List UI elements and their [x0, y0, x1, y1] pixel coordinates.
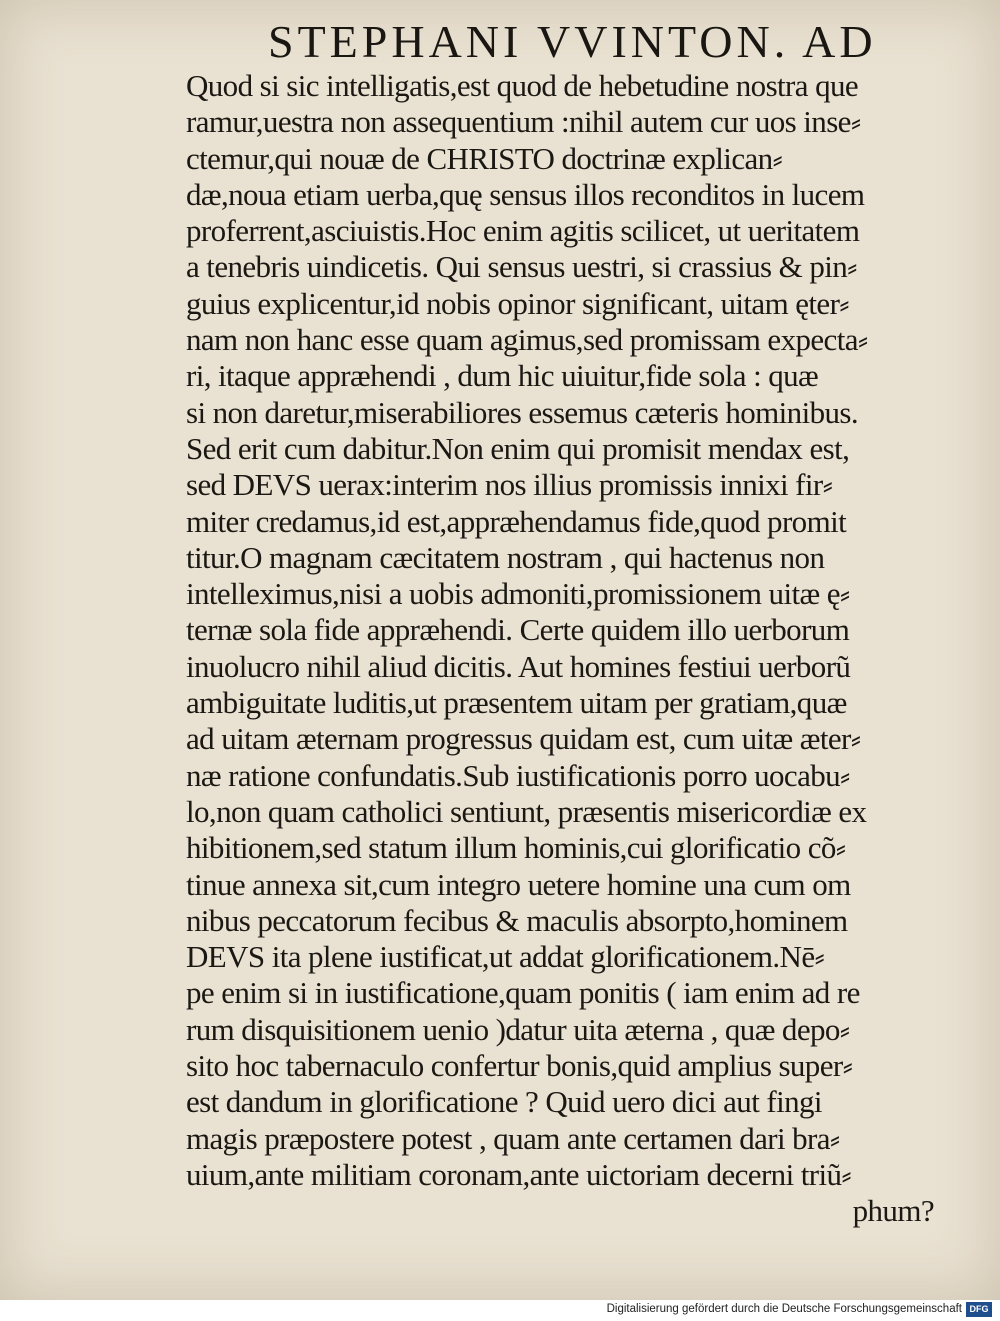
- text-line: næ ratione confundatis.Sub iustificationis porro uocabu⸗: [186, 757, 850, 793]
- text-line: pe enim si in iustificatione,quam ponitis ( iam enim ad re: [186, 975, 860, 1011]
- text-line: sito hoc tabernaculo confertur bonis,quid amplius super⸗: [186, 1048, 853, 1084]
- text-line: si non daretur,miserabiliores essemus cæteris hominibus.: [186, 394, 859, 430]
- text-line: ramur,uestra non assequentium :nihil autem cur uos inse⸗: [186, 104, 861, 140]
- text-line: ad uitam æternam progressus quidam est, cum uitæ æter⸗: [186, 721, 861, 757]
- text-line: nam non hanc esse quam agimus,sed promissam expecta⸗: [186, 322, 868, 358]
- text-line: intelleximus,nisi a uobis admoniti,promissionem uitæ ę⸗: [186, 576, 850, 612]
- text-line: est dandum in glorificatione ? Quid uero dici aut fingi: [186, 1084, 822, 1120]
- text-line: sed DEVS uerax:interim nos illius promissis innixi fir⸗: [186, 467, 833, 503]
- text-line: tinue annexa sit,cum integro uetere homine una cum om: [186, 866, 851, 902]
- dfg-logo: DFG: [966, 1302, 992, 1317]
- text-line: hibitionem,sed statum illum hominis,cui glorificatio cõ⸗: [186, 830, 846, 866]
- text-line: rum disquisitionem uenio )datur uita æterna , quæ depo⸗: [186, 1011, 850, 1047]
- body-text: [186, 68, 966, 1230]
- text-line: ctemur,qui nouæ de CHRISTO doctrinæ explican⸗: [186, 140, 783, 176]
- text-line: nibus peccatorum fecibus & maculis absorpto,hominem: [186, 902, 848, 938]
- text-line-final: phum?: [852, 1193, 934, 1229]
- text-line: guius explicentur,id nobis opinor significant, uitam ęter⸗: [186, 285, 850, 321]
- text-line: Sed erit cum dabitur.Non enim qui promisit mendax est,: [186, 430, 850, 466]
- text-line: inuolucro nihil aliud dicitis. Aut homines festiui uerborũ: [186, 648, 851, 684]
- text-line: magis præpostere potest , quam ante certamen dari bra⸗: [186, 1120, 840, 1156]
- footer-bar: [0, 1300, 1000, 1321]
- text-line: dæ,noua etiam uerba,quę sensus illos reconditos in lucem: [186, 176, 865, 212]
- text-line: DEVS ita plene iustificat,ut addat glorificationem.Nē⸗: [186, 939, 825, 975]
- text-line: titur.O magnam cæcitatem nostram , qui hactenus non: [186, 539, 825, 575]
- text-line: proferrent,asciuistis.Hoc enim agitis scilicet, ut ueritatem: [186, 213, 860, 249]
- running-title: STEPHANI VVINTON. AD: [268, 16, 877, 67]
- text-line: ri, itaque appræhendi , dum hic uiuitur,fide sola : quæ: [186, 358, 819, 394]
- text-line: ambiguitate luditis,ut præsentem uitam per gratiam,quæ: [186, 685, 847, 721]
- text-line: uium,ante militiam coronam,ante uictoriam decerni triũ⸗: [186, 1156, 852, 1192]
- text-line: miter credamus,id est,appræhendamus fide,quod promit: [186, 503, 847, 539]
- text-line: lo,non quam catholici sentiunt, præsentis misericordiæ ex: [186, 793, 867, 829]
- text-line: ternæ sola fide appræhendi. Certe quidem illo uerborum: [186, 612, 850, 648]
- text-line: Quod si sic intelligatis,est quod de hebetudine nostra que: [186, 68, 859, 103]
- text-line: a tenebris uindicetis. Qui sensus uestri, si crassius & pin⸗: [186, 249, 857, 285]
- funding-credit: Digitalisierung gefördert durch die Deutsche Forschungsgemeinschaft: [606, 1303, 962, 1315]
